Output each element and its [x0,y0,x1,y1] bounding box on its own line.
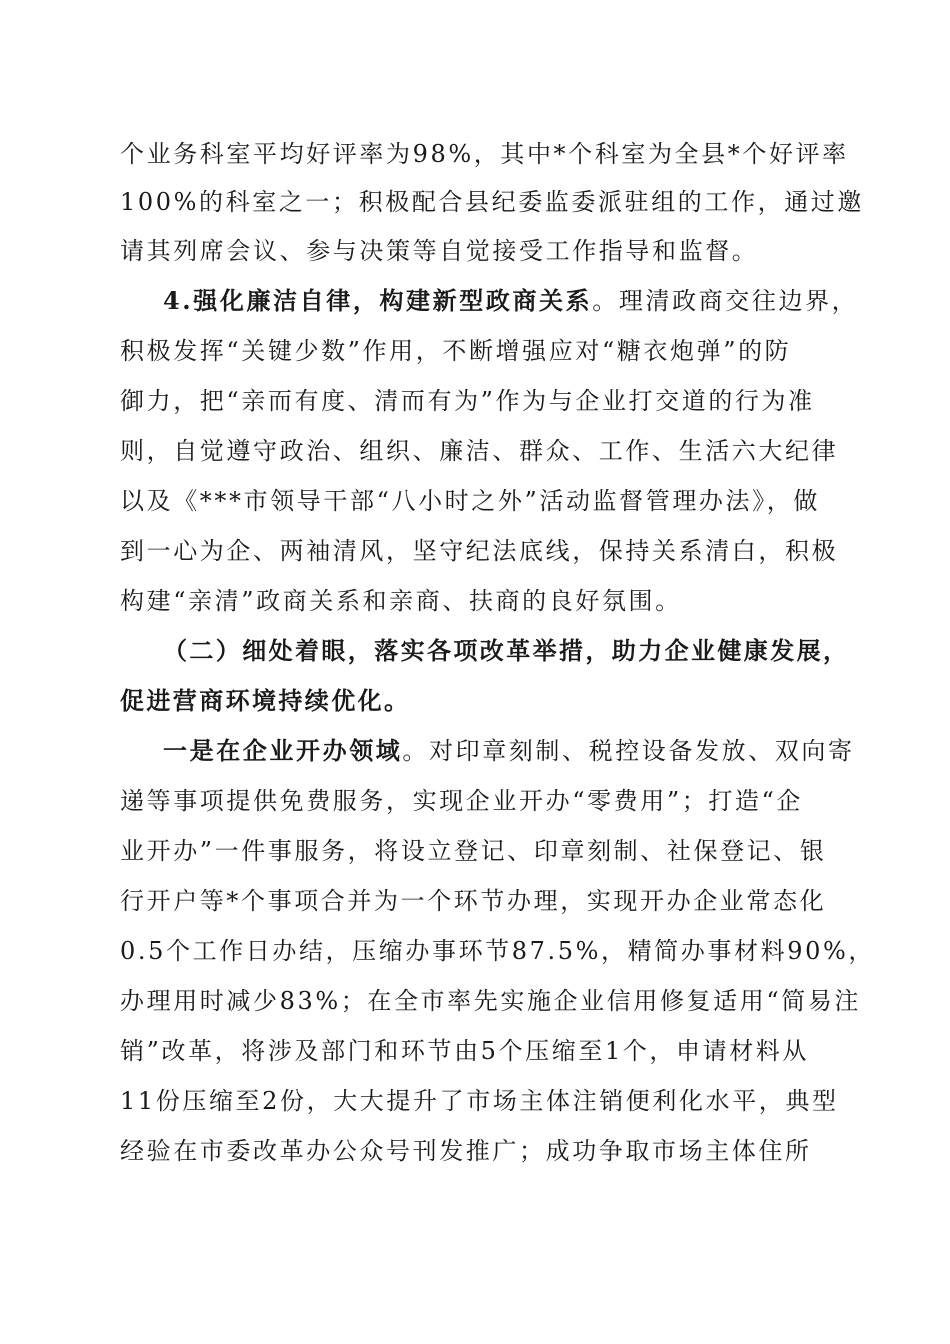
body-line-3: 请其列席会议、参与决策等自觉接受工作指导和监督。 [120,237,759,265]
body-line-14: 递等事项提供免费服务，实现企业开办“零费用”；打造“企 [120,787,804,815]
body-line-19: 销”改革，将涉及部门和环节由5个压缩至1个，申请材料从 [120,1037,810,1065]
body-line-2: 100%的科室之一；积极配合县纪委监委派驻组的工作，通过邀 [120,188,865,216]
body-line-15: 业开办”一件事服务，将设立登记、印章刻制、社保登记、银 [120,837,827,865]
paragraph-4-lead-text: 。理清政商交往边界， [592,287,859,315]
section-heading-line-2: 促进营商环境持续优化。 [120,686,411,715]
body-line-9: 到一心为企、两袖清风，坚守纪法底线，保持关系清白，积极 [120,537,839,565]
paragraph-first-item-line [163,733,855,769]
body-line-18: 办理用时减少83%；在全市率先实施企业信用修复适用“简易注 [120,987,862,1015]
body-line-17: 0.5个工作日办结，压缩办事环节87.5%，精简办事材料90%， [120,937,875,965]
body-line-16: 行开户等*个事项合并为一个环节办理，实现开办企业常态化 [120,887,827,915]
first-item-heading: 一是在企业开办领域 [163,736,403,765]
body-line-5: 积极发挥“关键少数”作用，不断增强应对“糖衣炮弹”的防 [120,337,792,365]
body-line-20: 11份压缩至2份，大大提升了市场主体注销便利化水平，典型 [120,1087,839,1115]
body-line-10: 构建“亲清”政商关系和亲商、扶商的良好氛围。 [120,587,682,615]
body-line-21: 经验在市委改革办公众号刊发推广；成功争取市场主体住所 [120,1137,812,1165]
paragraph-4-first-line [163,283,859,319]
body-line-8: 以及《***市领导干部“八小时之外”活动监督管理办法》，做 [120,487,820,515]
body-line-7: 则，自觉遵守政治、组织、廉洁、群众、工作、生活六大纪律 [120,437,839,465]
paragraph-4-heading: 4.强化廉洁自律，构建新型政商关系 [163,286,593,315]
body-line-1: 个业务科室平均好评率为98%，其中*个科室为全县*个好评率 [120,140,849,168]
first-item-lead-text: 。对印章刻制、税控设备发放、双向寄 [402,737,855,765]
body-line-6: 御力，把“亲而有度、清而有为”作为与企业打交道的行为准 [120,387,815,415]
section-heading-line-1: （二）细处着眼，落实各项改革举措，助力企业健康发展， [163,636,850,665]
